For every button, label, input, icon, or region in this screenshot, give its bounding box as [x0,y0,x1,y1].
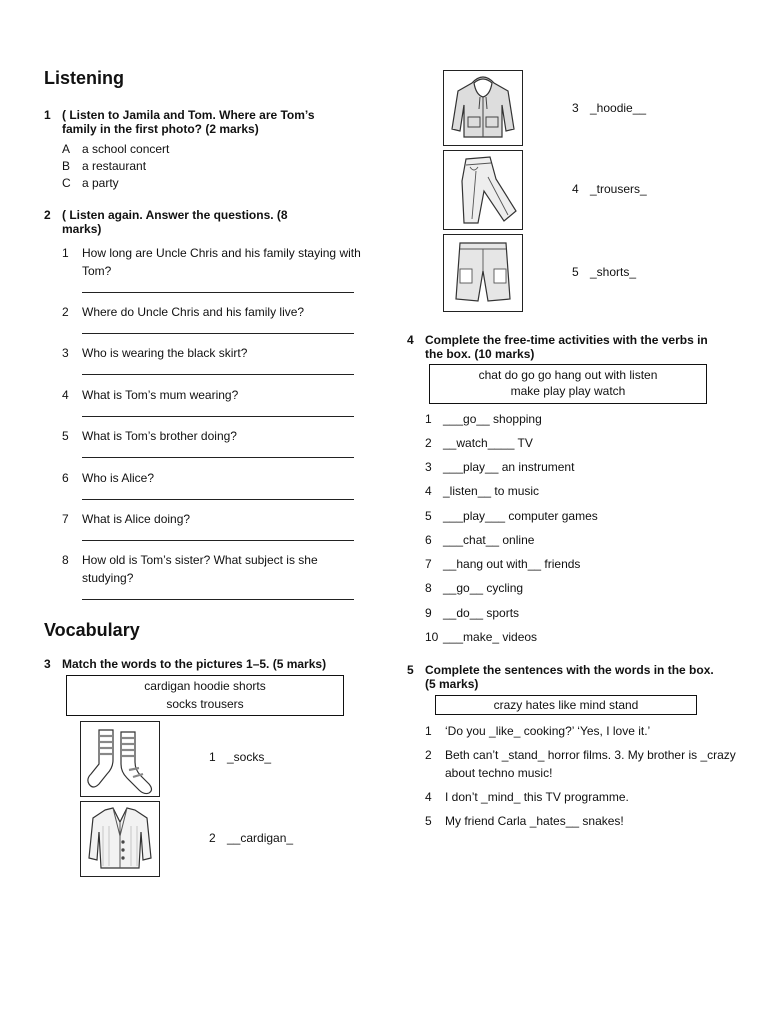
word-box-line: socks trousers [166,697,244,711]
picture-number: 5 [572,265,579,279]
question-1-text: ( Listen to Jamila and Tom. Where are Tom’s family in the first photo? (2 marks) [62,108,315,136]
q4-item-text[interactable]: __go__ cycling [443,581,524,595]
q2-item-number: 8 [62,553,69,567]
shorts-icon [444,235,522,311]
vocabulary-heading: Vocabulary [44,620,140,640]
picture-number: 4 [572,182,579,196]
picture-number: 1 [209,750,216,764]
answer-line[interactable] [82,374,354,375]
q5-item-number: 2 [425,748,432,762]
q4-item-number: 6 [425,533,432,547]
cardigan-icon [81,802,159,876]
q2-item-number: 1 [62,246,69,260]
q4-item-text[interactable]: ___chat__ online [443,533,535,547]
question-1-number: 1 [44,108,51,122]
q5-item-text[interactable]: Beth can’t _stand_ horror films. 3. My brother is _crazy about techno music! [445,748,736,780]
q5-item-number: 1 [425,724,432,738]
picture-shorts [443,234,523,312]
answer-line[interactable] [82,457,354,458]
q2-item-number: 5 [62,429,69,443]
socks-icon [81,722,159,796]
answer-line[interactable] [82,499,354,500]
answer-line[interactable] [82,416,354,417]
q2-item-number: 7 [62,512,69,526]
hoodie-icon [444,71,522,145]
picture-hoodie [443,70,523,146]
q2-item-text: Who is Alice? [82,471,155,485]
q4-item-text[interactable]: __watch____ TV [443,436,533,450]
word-box-line: chat do go go hang out with listen [478,368,658,382]
q4-item-number: 7 [425,557,432,571]
q4-item-number: 2 [425,436,432,450]
picture-answer[interactable]: _trousers_ [590,182,647,196]
q4-item-number: 10 [425,630,439,644]
question-5-number: 5 [407,663,414,677]
q4-item-number: 4 [425,484,432,498]
q5-item-text[interactable]: I don’t _mind_ this TV programme. [445,790,629,804]
q2-item-number: 6 [62,471,69,485]
answer-line[interactable] [82,333,354,334]
question-3-text: Match the words to the pictures 1–5. (5 marks) [62,657,327,671]
picture-answer[interactable]: __cardigan_ [227,831,294,845]
q2-item-text: Who is wearing the black skirt? [82,346,248,360]
word-box-line: cardigan hoodie shorts [144,679,266,693]
q4-item-text[interactable]: ___make_ videos [443,630,538,644]
q4-item-number: 3 [425,460,432,474]
q4-item-number: 5 [425,509,432,523]
q5-item-text[interactable]: My friend Carla _hates__ snakes! [445,814,624,828]
q2-item-text: How long are Uncle Chris and his family staying with Tom? [82,246,361,278]
word-box-q5 [435,695,697,715]
q1-option-letter: C [62,176,71,190]
q5-item-number: 5 [425,814,432,828]
question-4-text: Complete the free-time activities with the verbs in the box. (10 marks) [425,333,708,361]
listening-heading: Listening [44,68,124,88]
q2-item-text: Where do Uncle Chris and his family live? [82,305,305,319]
word-box-q4 [429,364,707,404]
q1-option-text: a party [82,176,119,190]
picture-cardigan [80,801,160,877]
q4-item-text[interactable]: ___play___ computer games [443,509,598,523]
trousers-icon [444,151,522,229]
q2-item-text: What is Alice doing? [82,512,191,526]
q4-item-number: 9 [425,606,432,620]
question-4-number: 4 [407,333,414,347]
q4-item-text[interactable]: _listen__ to music [443,484,540,498]
picture-number: 3 [572,101,579,115]
q2-item-number: 3 [62,346,69,360]
question-2-number: 2 [44,208,51,222]
word-box-line: crazy hates like mind stand [493,698,639,712]
question-3-number: 3 [44,657,51,671]
answer-line[interactable] [82,599,354,600]
question-2-text: ( Listen again. Answer the questions. (8 marks) [62,208,288,236]
q2-item-number: 4 [62,388,69,402]
q1-option-letter: B [62,159,71,173]
q2-item-number: 2 [62,305,69,319]
q4-item-text[interactable]: ___play__ an instrument [443,460,575,474]
q5-item-number: 4 [425,790,432,804]
q1-option-text: a school concert [82,142,170,156]
question-5-text: Complete the sentences with the words in the box. (5 marks) [425,663,714,691]
answer-line[interactable] [82,292,354,293]
q2-item-text: What is Tom’s mum wearing? [82,388,239,402]
picture-socks [80,721,160,797]
q5-item-text[interactable]: ‘Do you _like_ cooking?’ ‘Yes, I love it.’ [445,724,651,738]
q2-item-text: How old is Tom’s sister? What subject is she studying? [82,553,318,585]
q1-option-text: a restaurant [82,159,147,173]
picture-answer[interactable]: _hoodie__ [590,101,647,115]
picture-answer[interactable]: _socks_ [227,750,272,764]
answer-line[interactable] [82,540,354,541]
picture-number: 2 [209,831,216,845]
q4-item-number: 1 [425,412,432,426]
word-box-line: make play play watch [510,384,626,398]
q2-item-text: What is Tom’s brother doing? [82,429,237,443]
q4-item-text[interactable]: ___go__ shopping [443,412,542,426]
q4-item-text[interactable]: __do__ sports [443,606,520,620]
q1-option-letter: A [62,142,71,156]
word-box-q3 [66,675,344,716]
picture-answer[interactable]: _shorts_ [590,265,637,279]
picture-trousers [443,150,523,230]
q4-item-text[interactable]: __hang out with__ friends [443,557,581,571]
q4-item-number: 8 [425,581,432,595]
